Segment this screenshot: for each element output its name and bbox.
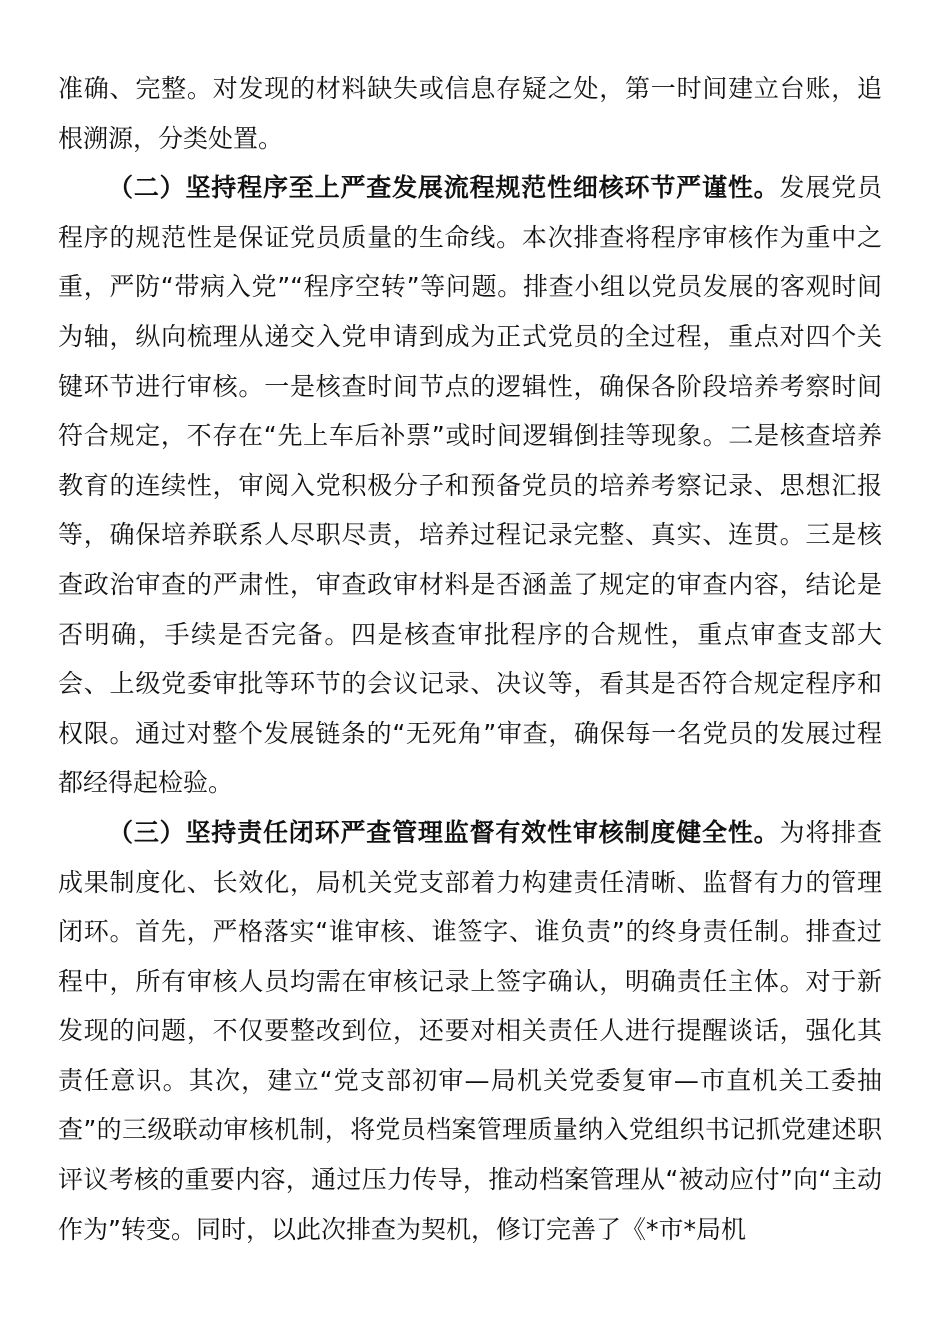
paragraph-1 bbox=[58, 64, 882, 163]
paragraph-3-body: 为将排查成果制度化、长效化，局机关党支部着力构建责任清晰、监督有力的管理闭环。首先，严格落实“谁审核、谁签字、谁负责”的终身责任制。排查过程中，所有审核人员均需在审核记录上签字确认，明确责任主体。对于新发现的问题，不仅要整改到位，还要对相关责任人进行提醒谈话，强化其责任意识。其次，建立“党支部初审—局机关党委复审—市直机关工委抽查”的三级联动审核机制，将党员档案管理质量纳入党组织书记抓党建述职评议考核的重要内容，通过压力传导，推动档案管理从“被动应付”向“主动作为”转变。同时，以此次排查为契机，修订完善了《*市*局机 bbox=[58, 817, 882, 1244]
paragraph-2-body: 发展党员程序的规范性是保证党员质量的生命线。本次排查将程序审核作为重中之重，严防“带病入党”“程序空转”等问题。排查小组以党员发展的客观时间为轴，纵向梳理从递交入党申请到成为正式党员的全过程，重点对四个关键环节进行审核。一是核查时间节点的逻辑性，确保各阶段培养考察时间符合规定，不存在“先上车后补票”或时间逻辑倒挂等现象。二是核查培养教育的连续性，审阅入党积极分子和预备党员的培养考察记录、思想汇报等，确保培养联系人尽职尽责，培养过程记录完整、真实、连贯。三是核查政治审查的严肃性，审查政审材料是否涵盖了规定的审查内容，结论是否明确，手续是否完备。四是核查审批程序的合规性，重点审查支部大会、上级党委审批等环节的会议记录、决议等，看其是否符合规定程序和权限。通过对整个发展链条的“无死角”审查，确保每一名党员的发展过程都经得起检验。 bbox=[58, 173, 882, 798]
paragraph-2 bbox=[58, 163, 882, 808]
section-2-heading: （二）坚持程序至上严查发展流程规范性细核环节严谨性。 bbox=[108, 173, 780, 203]
document-body bbox=[58, 64, 882, 1254]
section-3-heading: （三）坚持责任闭环严查管理监督有效性审核制度健全性。 bbox=[108, 817, 780, 847]
paragraph-1-body: 准确、完整。对发现的材料缺失或信息存疑之处，第一时间建立台账，追根溯源，分类处置。 bbox=[58, 74, 882, 153]
paragraph-3 bbox=[58, 808, 882, 1254]
